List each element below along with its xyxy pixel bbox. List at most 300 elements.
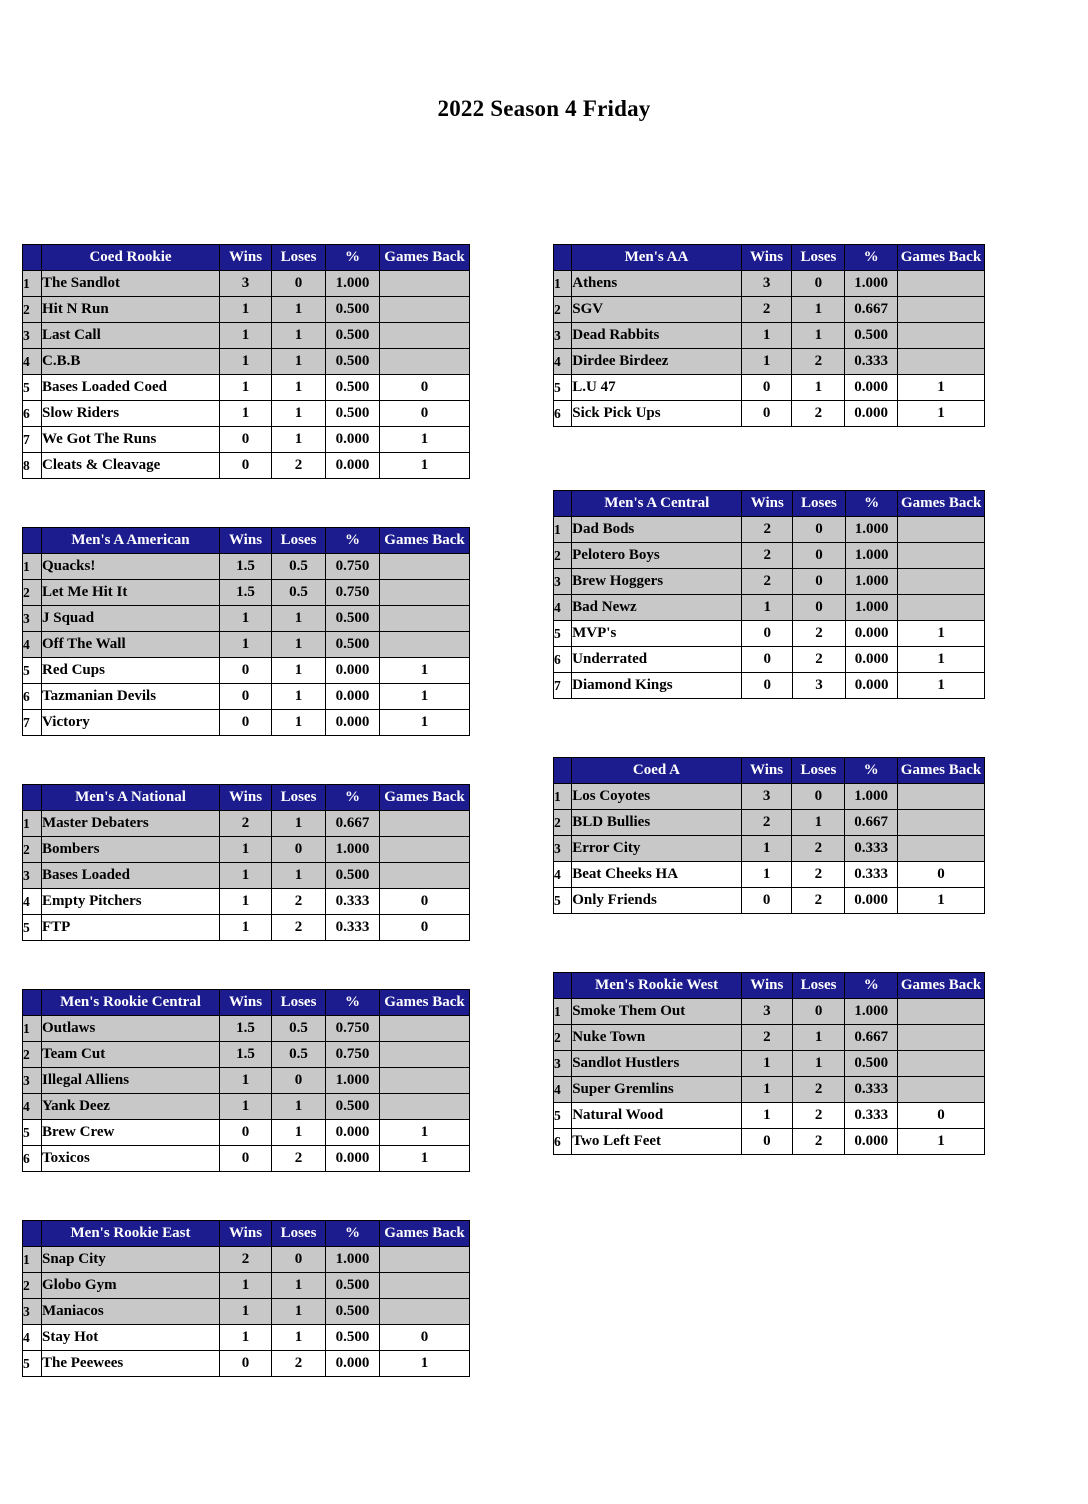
header-rank (554, 973, 572, 999)
header-division-name: Coed A (572, 758, 741, 784)
row-loses: 1 (272, 658, 326, 684)
row-games-back (898, 517, 985, 543)
table-row (23, 554, 470, 580)
header-wins: Wins (220, 528, 272, 554)
table-row (23, 297, 470, 323)
row-team-name: Illegal Alliens (42, 1068, 220, 1094)
table-row (23, 889, 470, 915)
standings-table-coed-rookie (22, 244, 470, 479)
row-team-name: Let Me Hit It (42, 580, 220, 606)
row-team-name: Team Cut (42, 1042, 220, 1068)
row-games-back (897, 810, 984, 836)
row-rank: 3 (554, 836, 572, 862)
row-pct: 0.000 (845, 673, 898, 699)
row-games-back: 1 (380, 453, 470, 479)
row-wins: 1.5 (220, 1042, 272, 1068)
row-rank: 2 (23, 1273, 42, 1299)
header-: % (845, 758, 898, 784)
row-pct: 0.000 (845, 1129, 898, 1155)
row-rank: 2 (554, 297, 572, 323)
row-team-name: Cleats & Cleavage (42, 453, 220, 479)
table-row (23, 453, 470, 479)
header-: % (845, 245, 898, 271)
row-loses: 0 (793, 543, 846, 569)
row-pct: 0.000 (326, 1120, 380, 1146)
table-row (554, 297, 985, 323)
row-wins: 2 (742, 569, 793, 595)
row-team-name: The Peewees (42, 1351, 220, 1377)
table-row (554, 595, 985, 621)
row-team-name: Snap City (42, 1247, 220, 1273)
row-team-name: Dad Bods (572, 517, 742, 543)
row-games-back (380, 1068, 470, 1094)
table-row (23, 684, 470, 710)
table-header-row (23, 245, 470, 271)
row-team-name: Smoke Them Out (572, 999, 742, 1025)
row-pct: 1.000 (326, 837, 380, 863)
row-games-back (898, 543, 985, 569)
table-row (554, 349, 985, 375)
row-games-back (380, 1094, 470, 1120)
header-division-name: Men's A American (42, 528, 220, 554)
row-pct: 0.000 (845, 375, 898, 401)
row-loses: 2 (792, 888, 845, 914)
header-rank (23, 528, 42, 554)
left-column (22, 244, 470, 1377)
row-loses: 1 (272, 427, 326, 453)
row-loses: 0.5 (272, 580, 326, 606)
row-team-name: Athens (572, 271, 741, 297)
row-loses: 0.5 (272, 554, 326, 580)
row-games-back: 1 (380, 1351, 470, 1377)
table-header-row (554, 758, 985, 784)
header-: % (845, 973, 898, 999)
row-team-name: Bases Loaded Coed (42, 375, 220, 401)
row-wins: 1 (220, 375, 272, 401)
row-games-back (380, 1299, 470, 1325)
row-rank: 7 (554, 673, 572, 699)
row-team-name: Victory (42, 710, 220, 736)
row-pct: 0.500 (326, 1273, 380, 1299)
row-loses: 1 (272, 349, 326, 375)
row-team-name: Only Friends (572, 888, 741, 914)
row-loses: 0.5 (272, 1016, 326, 1042)
row-team-name: Red Cups (42, 658, 220, 684)
row-rank: 5 (23, 1351, 42, 1377)
row-games-back (380, 1273, 470, 1299)
row-games-back (898, 999, 985, 1025)
row-games-back (898, 1025, 985, 1051)
row-team-name: Bad Newz (572, 595, 742, 621)
row-rank: 5 (23, 915, 42, 941)
row-loses: 0 (272, 1068, 326, 1094)
table-row (23, 1299, 470, 1325)
row-games-back (898, 1077, 985, 1103)
table-row (554, 888, 985, 914)
row-pct: 1.000 (326, 1068, 380, 1094)
table-row (23, 1016, 470, 1042)
row-wins: 0 (741, 375, 792, 401)
row-team-name: Bombers (42, 837, 220, 863)
row-team-name: Hit N Run (42, 297, 220, 323)
table-row (554, 375, 985, 401)
row-rank: 3 (23, 606, 42, 632)
row-games-back (898, 595, 985, 621)
table-row (23, 1247, 470, 1273)
header-loses: Loses (792, 758, 845, 784)
row-team-name: MVP's (572, 621, 742, 647)
row-team-name: Bases Loaded (42, 863, 220, 889)
row-team-name: Master Debaters (42, 811, 220, 837)
row-team-name: Natural Wood (572, 1103, 742, 1129)
row-games-back (897, 349, 984, 375)
row-loses: 1 (792, 1051, 845, 1077)
table-row (23, 606, 470, 632)
standings-table-men-s-rookie-west (553, 972, 985, 1155)
row-wins: 0 (742, 647, 793, 673)
row-wins: 0 (742, 673, 793, 699)
table-row (554, 1103, 985, 1129)
row-team-name: FTP (42, 915, 220, 941)
row-loses: 1 (272, 684, 326, 710)
row-team-name: Super Gremlins (572, 1077, 742, 1103)
row-pct: 0.333 (326, 915, 380, 941)
row-rank: 4 (23, 889, 42, 915)
table-header-row (23, 990, 470, 1016)
table-row (554, 999, 985, 1025)
row-rank: 2 (23, 837, 42, 863)
row-games-back (380, 811, 470, 837)
row-wins: 1 (220, 1094, 272, 1120)
row-loses: 1 (792, 297, 845, 323)
row-pct: 0.000 (326, 684, 380, 710)
header-loses: Loses (272, 785, 326, 811)
table-header-row (554, 491, 985, 517)
row-pct: 1.000 (845, 517, 898, 543)
row-loses: 2 (792, 1103, 845, 1129)
row-pct: 0.500 (326, 349, 380, 375)
row-wins: 1 (220, 1299, 272, 1325)
row-games-back (380, 1042, 470, 1068)
table-row (23, 323, 470, 349)
row-rank: 2 (554, 1025, 572, 1051)
row-loses: 1 (272, 1120, 326, 1146)
row-wins: 1 (220, 837, 272, 863)
row-wins: 1 (741, 323, 792, 349)
row-team-name: Pelotero Boys (572, 543, 742, 569)
row-games-back (380, 323, 470, 349)
row-pct: 0.500 (326, 1325, 380, 1351)
row-rank: 8 (23, 453, 42, 479)
header-loses: Loses (792, 973, 845, 999)
row-wins: 0 (741, 401, 792, 427)
row-team-name: Globo Gym (42, 1273, 220, 1299)
table-row (23, 1042, 470, 1068)
row-loses: 2 (272, 453, 326, 479)
row-rank: 6 (554, 1129, 572, 1155)
table-row (23, 1351, 470, 1377)
row-wins: 2 (742, 543, 793, 569)
header-games-back: Games Back (380, 785, 470, 811)
row-loses: 1 (272, 710, 326, 736)
row-team-name: Maniacos (42, 1299, 220, 1325)
header-wins: Wins (742, 491, 793, 517)
table-row (23, 811, 470, 837)
row-wins: 0 (742, 621, 793, 647)
row-pct: 0.750 (326, 580, 380, 606)
header-: % (326, 785, 380, 811)
table-row (554, 569, 985, 595)
page-title: 2022 Season 4 Friday (437, 96, 651, 121)
row-pct: 0.500 (326, 1094, 380, 1120)
header-loses: Loses (272, 990, 326, 1016)
row-team-name: Sick Pick Ups (572, 401, 741, 427)
row-rank: 6 (554, 401, 572, 427)
row-wins: 1 (220, 863, 272, 889)
header-rank (23, 990, 42, 1016)
row-loses: 1 (272, 632, 326, 658)
row-rank: 4 (554, 1077, 572, 1103)
header-wins: Wins (220, 1221, 272, 1247)
row-loses: 1 (272, 606, 326, 632)
row-loses: 1 (792, 810, 845, 836)
row-pct: 0.667 (845, 1025, 898, 1051)
row-team-name: C.B.B (42, 349, 220, 375)
table-row (554, 862, 985, 888)
row-games-back (897, 297, 984, 323)
row-pct: 1.000 (326, 1247, 380, 1273)
row-pct: 0.333 (845, 1103, 898, 1129)
row-team-name: Empty Pitchers (42, 889, 220, 915)
row-loses: 1 (792, 323, 845, 349)
row-rank: 4 (23, 349, 42, 375)
header-loses: Loses (272, 528, 326, 554)
header-wins: Wins (741, 758, 792, 784)
row-wins: 0 (220, 658, 272, 684)
table-row (23, 271, 470, 297)
header-: % (326, 245, 380, 271)
row-loses: 2 (792, 1077, 845, 1103)
row-pct: 1.000 (845, 784, 898, 810)
row-wins: 1 (220, 1273, 272, 1299)
row-loses: 1 (792, 375, 845, 401)
row-wins: 0 (741, 1129, 792, 1155)
row-pct: 0.333 (845, 836, 898, 862)
row-loses: 0 (793, 517, 846, 543)
row-pct: 0.500 (845, 1051, 898, 1077)
row-loses: 2 (792, 1129, 845, 1155)
row-wins: 3 (741, 271, 792, 297)
table-row (554, 323, 985, 349)
standings-table-men-s-rookie-east (22, 1220, 470, 1377)
table-row (23, 427, 470, 453)
header-games-back: Games Back (380, 245, 470, 271)
row-games-back (380, 632, 470, 658)
right-column (553, 244, 985, 1155)
row-pct: 0.667 (845, 810, 898, 836)
row-rank: 4 (23, 1325, 42, 1351)
row-rank: 5 (554, 888, 572, 914)
table-row (554, 1077, 985, 1103)
row-loses: 0 (272, 837, 326, 863)
row-games-back (380, 1016, 470, 1042)
row-rank: 7 (23, 710, 42, 736)
row-team-name: Yank Deez (42, 1094, 220, 1120)
row-games-back: 0 (897, 862, 984, 888)
row-wins: 1 (741, 1103, 792, 1129)
row-rank: 1 (554, 271, 572, 297)
row-games-back (380, 297, 470, 323)
header-loses: Loses (272, 245, 326, 271)
row-games-back (380, 837, 470, 863)
row-wins: 3 (741, 999, 792, 1025)
row-team-name: Tazmanian Devils (42, 684, 220, 710)
row-rank: 3 (554, 323, 572, 349)
row-wins: 1 (220, 606, 272, 632)
header-wins: Wins (220, 990, 272, 1016)
row-pct: 0.333 (845, 862, 898, 888)
row-games-back (897, 271, 984, 297)
row-wins: 1 (741, 1051, 792, 1077)
header-division-name: Men's Rookie Central (42, 990, 220, 1016)
row-pct: 0.750 (326, 1016, 380, 1042)
standings-table-coed-a (553, 757, 985, 914)
row-pct: 0.667 (326, 811, 380, 837)
row-team-name: Brew Crew (42, 1120, 220, 1146)
header-division-name: Men's AA (572, 245, 741, 271)
row-team-name: Los Coyotes (572, 784, 741, 810)
row-rank: 5 (23, 1120, 42, 1146)
row-pct: 0.000 (326, 710, 380, 736)
row-rank: 5 (23, 658, 42, 684)
row-loses: 2 (272, 889, 326, 915)
row-rank: 1 (554, 784, 572, 810)
table-row (23, 1068, 470, 1094)
table-row (554, 1129, 985, 1155)
row-games-back (897, 836, 984, 862)
row-rank: 1 (23, 1016, 42, 1042)
row-pct: 0.000 (326, 1351, 380, 1377)
row-pct: 0.500 (326, 606, 380, 632)
header-rank (554, 491, 572, 517)
header-games-back: Games Back (380, 528, 470, 554)
row-pct: 0.000 (326, 658, 380, 684)
row-loses: 1 (792, 1025, 845, 1051)
row-loses: 1 (272, 323, 326, 349)
header-rank (554, 245, 572, 271)
row-rank: 4 (23, 632, 42, 658)
row-wins: 0 (741, 888, 792, 914)
row-wins: 1 (741, 862, 792, 888)
row-wins: 0 (220, 710, 272, 736)
row-loses: 2 (792, 862, 845, 888)
row-loses: 2 (792, 836, 845, 862)
row-pct: 0.500 (845, 323, 898, 349)
table-row (554, 401, 985, 427)
table-row (554, 673, 985, 699)
row-games-back (898, 569, 985, 595)
standings-table-men-s-rookie-central (22, 989, 470, 1172)
row-team-name: Slow Riders (42, 401, 220, 427)
row-rank: 3 (23, 863, 42, 889)
table-header-row (554, 245, 985, 271)
row-wins: 0 (220, 453, 272, 479)
header-division-name: Men's A National (42, 785, 220, 811)
header-: % (326, 528, 380, 554)
row-pct: 0.750 (326, 1042, 380, 1068)
standings-table-men-s-a-central (553, 490, 985, 699)
row-team-name: Stay Hot (42, 1325, 220, 1351)
row-games-back: 1 (897, 401, 984, 427)
standings-table-men-s-aa (553, 244, 985, 427)
row-rank: 5 (554, 375, 572, 401)
row-team-name: Brew Hoggers (572, 569, 742, 595)
row-rank: 6 (23, 401, 42, 427)
row-rank: 1 (23, 554, 42, 580)
row-loses: 1 (272, 297, 326, 323)
row-loses: 1 (272, 811, 326, 837)
row-rank: 1 (23, 1247, 42, 1273)
row-pct: 0.333 (845, 349, 898, 375)
row-games-back (380, 863, 470, 889)
row-wins: 1 (220, 323, 272, 349)
row-wins: 1 (742, 595, 793, 621)
row-wins: 2 (742, 517, 793, 543)
header-division-name: Coed Rookie (42, 245, 220, 271)
row-games-back (380, 349, 470, 375)
row-rank: 2 (23, 297, 42, 323)
table-row (23, 1146, 470, 1172)
header-games-back: Games Back (380, 990, 470, 1016)
header-rank (23, 245, 42, 271)
row-pct: 0.750 (326, 554, 380, 580)
row-games-back (380, 606, 470, 632)
header-: % (326, 990, 380, 1016)
row-games-back (898, 1051, 985, 1077)
row-games-back (380, 1247, 470, 1273)
row-team-name: Toxicos (42, 1146, 220, 1172)
row-wins: 0 (220, 427, 272, 453)
row-loses: 2 (793, 647, 846, 673)
header-games-back: Games Back (897, 245, 984, 271)
row-wins: 1 (741, 1077, 792, 1103)
row-team-name: SGV (572, 297, 741, 323)
row-wins: 1.5 (220, 580, 272, 606)
header-loses: Loses (792, 245, 845, 271)
header-division-name: Men's Rookie East (42, 1221, 220, 1247)
table-row (23, 837, 470, 863)
row-wins: 3 (741, 784, 792, 810)
row-pct: 0.500 (326, 297, 380, 323)
row-pct: 0.000 (326, 427, 380, 453)
row-wins: 2 (741, 810, 792, 836)
row-wins: 1.5 (220, 554, 272, 580)
row-loses: 0 (793, 595, 846, 621)
row-rank: 4 (554, 595, 572, 621)
row-team-name: The Sandlot (42, 271, 220, 297)
header-division-name: Men's Rookie West (572, 973, 742, 999)
row-loses: 0 (792, 784, 845, 810)
row-pct: 0.000 (845, 888, 898, 914)
row-loses: 0 (793, 569, 846, 595)
table-header-row (23, 785, 470, 811)
row-loses: 1 (272, 1325, 326, 1351)
row-loses: 1 (272, 1094, 326, 1120)
row-rank: 3 (554, 1051, 572, 1077)
row-pct: 0.000 (845, 401, 898, 427)
table-row (554, 647, 985, 673)
row-loses: 1 (272, 1273, 326, 1299)
